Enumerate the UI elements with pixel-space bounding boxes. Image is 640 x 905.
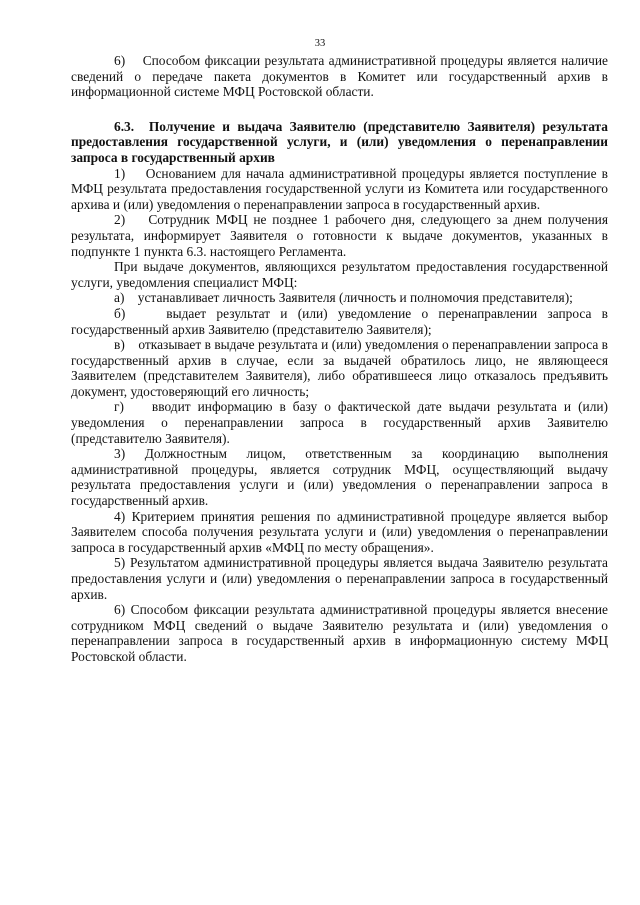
list-item-v: в) отказывает в выдаче результата и (или) уведомления о перенаправлении запроса в государственный архив в случае, если за выдачей обратилось лицо, не являющееся Заявителем (представителем Заявителя), либо обратившееся лицо отказалось предъявить документ, удостоверяющий его личность; [71,337,608,399]
section-heading-6-3: 6.3. Получение и выдача Заявителю (представителю Заявителя) результата предоставления государственной услуги, и (или) уведомления о перенаправлении запроса в государственный архив [71,118,608,165]
paragraph-4-criterion: 4) Критерием принятия решения по административной процедуре является выбор Заявителем способа получения результата услуги и (или) уведомления о перенаправлении запроса в государственный архив «МФЦ по месту обращения». [71,508,608,555]
list-item-b: б) выдает результат и (или) уведомление о перенаправлении запроса в государственный архив Заявителю (представителю Заявителя); [71,305,608,337]
list-item-a: а) устанавливает личность Заявителя (личность и полномочия представителя); [114,290,573,306]
paragraph-6-fixation: 6) Способом фиксации результата административной процедуры является наличие сведений о передаче пакета документов в Комитет или государственный архив в информационной системе МФЦ Ростовской области. [71,53,608,100]
paragraph-5-result: 5) Результатом административной процедуры является выдача Заявителю результата предоставления услуги и (или) уведомления о перенаправлении запроса в государственный архив. [71,555,608,602]
paragraph-1-basis: 1) Основанием для начала административной процедуры является поступление в МФЦ результата предоставления государственной услуги из Комитета или государственного архива и (или) уведомления о перенаправлении запроса в государственный архив. [71,165,608,212]
paragraph-6-recording: 6) Способом фиксации результата административной процедуры является внесение сотрудником МФЦ сведений о выдаче Заявителю результата и (или) уведомления о перенаправлении запроса в государственный архив в информационную систему МФЦ Ростовской области. [71,602,608,664]
page-number: 33 [314,38,326,49]
paragraph-2-notification: 2) Сотрудник МФЦ не позднее 1 рабочего дня, следующего за днем получения результата, информирует Заявителя о готовности к выдаче документов, указанных в подпункте 1 пункта 6.3. настоящего Регламента. [71,212,608,259]
document-body [71,53,608,665]
paragraph-3-responsible: 3) Должностным лицом, ответственным за координацию выполнения административной процедуры, является сотрудник МФЦ, осуществляющий выдачу результата предоставления услуги и (или) уведомления о перенаправлении запроса в государственный архив. [71,446,608,509]
paragraph-issuance-intro: При выдаче документов, являющихся результатом предоставления государственной услуги, уведомления специалист МФЦ: [71,259,608,290]
list-item-g: г) вводит информацию в базу о фактической дате выдачи результата и (или) уведомления о перенаправлении запроса в государственный архив Заявителю (представителю Заявителя). [71,399,608,446]
